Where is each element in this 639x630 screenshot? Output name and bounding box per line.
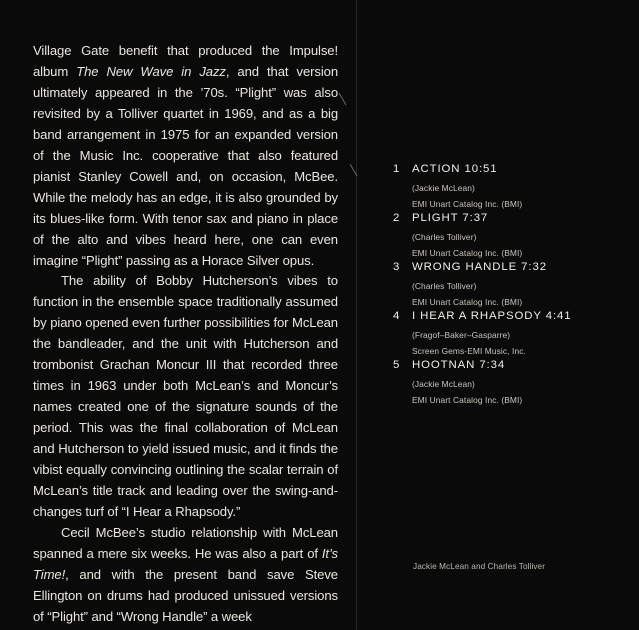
scan-mark [339,93,347,106]
track-item [393,163,633,212]
track-publisher: EMI Unart Catalog Inc. (BMI) [412,199,523,209]
track-number: 3 [393,261,401,273]
track-title: HOOTNAN 7:34 [412,359,506,371]
track-item [393,310,633,359]
track-publisher: EMI Unart Catalog Inc. (BMI) [412,297,523,307]
track-composer: (Charles Tolliver) [412,232,477,242]
italic-title: It’s Time! [33,545,338,582]
track-list [393,163,633,408]
essay-text: The ability of Bobby Hutcherson’s vibes to function in the ensemble space traditionally assumed by piano opened even further possibilities for McLean the bandleader, and the unit with Hutcherson and trombonist Grachan Moncur III that recorded three times in 1963 under both McLean’s and Moncur’s names created one of the signature sounds of the period. This was the final collaboration of McLean and Hutcherson to yield issued music, and it finds the vibist equally convincing outlining the scalar terrain of McLean’s title track and leading over the swing-and-changes turf of “I Hear a Rhapsody.” [33,273,338,519]
track-publisher: EMI Unart Catalog Inc. (BMI) [412,395,523,405]
italic-title: The New Wave in Jazz [76,63,226,79]
photo-caption: Jackie McLean and Charles Tolliver [413,562,546,571]
track-composer: (Jackie McLean) [412,183,475,193]
track-publisher: EMI Unart Catalog Inc. (BMI) [412,248,523,258]
essay-paragraph [33,41,338,271]
track-item [393,359,633,408]
liner-notes-essay [33,41,338,628]
essay-text: Village Gate benefit that produced the Impulse! album [33,43,338,79]
track-composer: (Charles Tolliver) [412,281,477,291]
track-number: 2 [393,212,401,224]
page-divider [356,0,357,630]
essay-text: , and with the present band save Steve Ellington on drums had produced unissued versions of “Plight” and “Wrong Handle” a week [33,566,338,624]
essay-text: , and that version ultimately appeared in the ’70s. “Plight” was also revisited by a Tolliver quartet in 1969, and as a big band arrangement in 1975 for an expanded version of the Music Inc. cooperative that also featured pianist Stanley Cowell and, on occasion, McBee. While the melody has an edge, it is also grounded by its blues-like form. With tenor sax and piano in place of the alto and vibes heard here, one can even imagine “Plight” passing as a Horace Silver opus. [33,63,339,268]
track-composer: (Jackie McLean) [412,379,475,389]
track-title: WRONG HANDLE 7:32 [412,261,547,273]
track-number: 1 [393,163,401,175]
track-publisher: Screen Gems-EMI Music, Inc. [412,346,526,356]
track-number: 4 [393,310,401,322]
essay-text: Cecil McBee’s studio relationship with McLean spanned a mere six weeks. He was also a part of [33,524,338,561]
essay-paragraph [33,523,338,628]
track-item [393,261,633,310]
track-composer: (Fragof–Baker–Gasparre) [412,330,511,340]
track-item [393,212,633,261]
track-number: 5 [393,359,401,371]
essay-paragraph [33,271,338,522]
track-title: ACTION 10:51 [412,163,498,175]
track-title: PLIGHT 7:37 [412,212,489,224]
track-title: I HEAR A RHAPSODY 4:41 [412,310,572,322]
